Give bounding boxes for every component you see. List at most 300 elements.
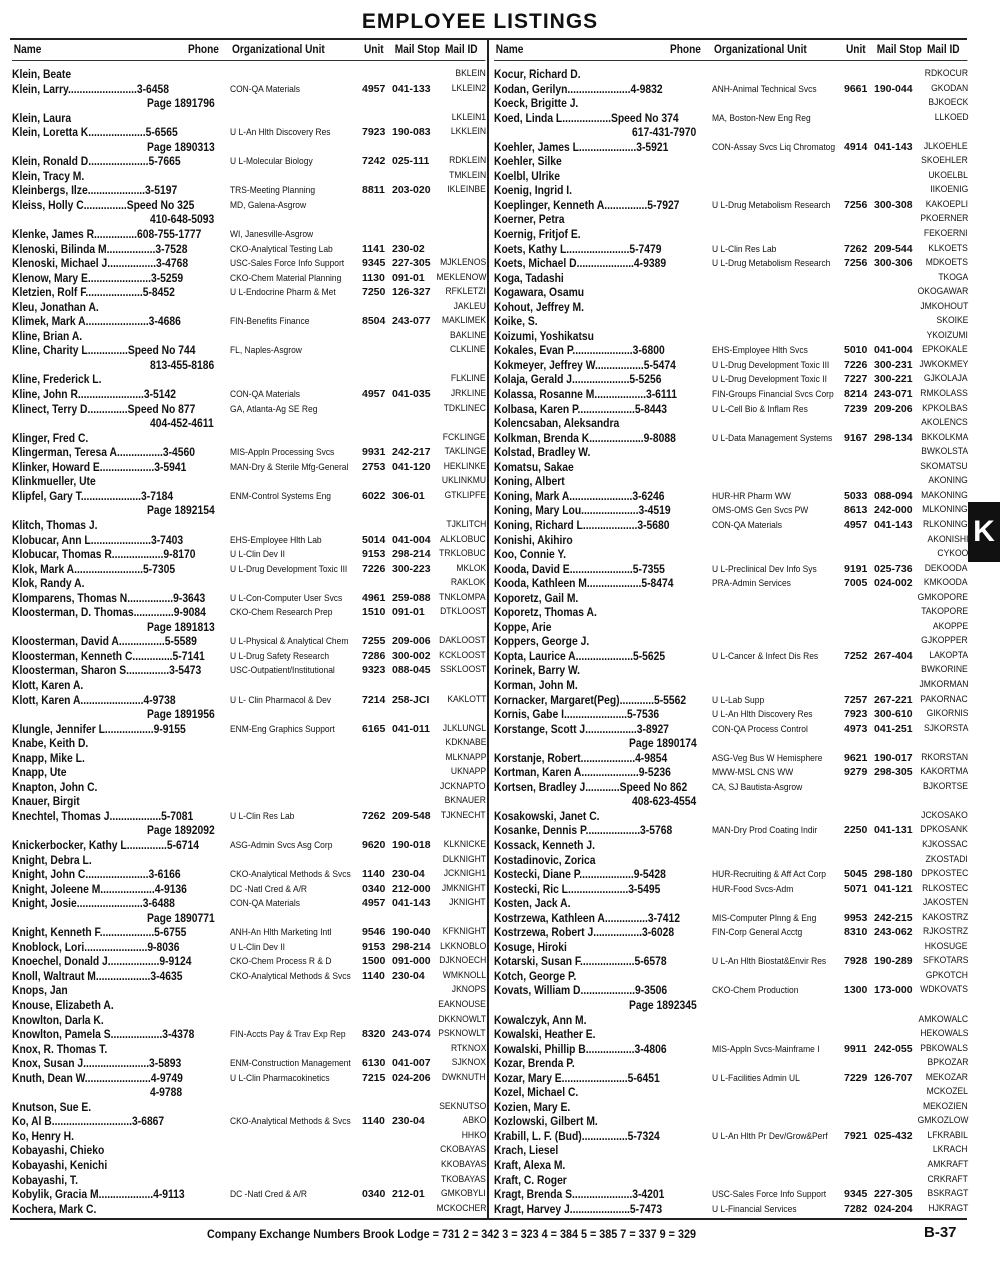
employee-name-phone: Koenig, Ingrid I. [494,183,572,198]
employee-name-phone: Kleiss, Holly C...............Speed No 325 [12,197,195,212]
employee-name-phone: Kostadinovic, Zorica [494,852,596,867]
employee-name-phone: Knox, R. Thomas T. [12,1041,108,1056]
unit-number: 8504 [362,315,386,328]
unit-number: 7257 [844,693,868,706]
org-unit: MD, Galena-Asgrow [230,199,307,210]
extra-phone-row [494,125,968,140]
employee-name-phone: Knickerbocker, Kathy L..............5-6714 [12,837,199,852]
mail-stop: 173-000 [874,984,913,997]
mail-id: TNKLOMPA [439,591,486,603]
org-unit: MIS-Appln Processing Svcs [230,447,335,458]
mail-stop: 230-02 [392,242,425,255]
page-reference-row [12,620,486,635]
table-row [494,867,968,882]
employee-name-phone: Korinek, Barry W. [494,663,581,678]
org-unit: U L-Data Management Systems [712,432,833,443]
employee-name-phone: Knuth, Dean W.......................4-9749 [12,1070,183,1085]
table-row [494,227,968,242]
org-unit: CKO-Chem Research Prep [230,607,333,618]
mail-stop: 025-432 [874,1129,913,1142]
table-row [494,358,968,373]
mail-id: LKKNOBLO [439,940,486,952]
mail-id: DPKOSANK [920,824,968,836]
employee-name-phone: Knowlton, Pamela S..................3-4378 [12,1027,195,1042]
mail-id: KLKOETS [928,242,968,254]
table-row [494,1143,968,1158]
mail-stop: 298-214 [392,548,431,561]
mail-id: JCKNIGH1 [443,868,486,880]
mail-id: JKNIGHT [449,897,486,909]
column-header [494,42,967,61]
table-row [12,343,486,358]
mail-stop: 298-214 [392,940,431,953]
employee-name-phone: Kohout, Jeffrey M. [494,299,585,314]
table-row [12,547,486,562]
page-reference-row [12,823,486,838]
org-unit: U L-Drug Metabolism Research [712,199,831,210]
org-unit: PRA-Admin Services [712,578,791,589]
mail-id: PKOERNER [920,213,968,225]
employee-name-phone: Kobayashi, Chieko [12,1143,105,1158]
table-row [12,634,486,649]
table-row [494,1100,968,1115]
page-reference: Page 1892092 [147,823,215,838]
mail-id: CLKLINE [450,344,486,356]
employee-name-phone: Kotarski, Susan F...................5-6578 [494,954,667,969]
table-row [494,271,968,286]
mail-id: DLKNIGHT [442,853,486,865]
table-row [12,1071,486,1086]
table-row [494,1114,968,1129]
mail-stop: 091-01 [392,606,425,619]
table-row [12,285,486,300]
table-row [494,314,968,329]
table-row [494,183,968,198]
org-unit: U L-Drug Development Toxic II [712,374,827,385]
table-row [494,605,968,620]
org-unit: HUR-Recruiting & Aff Act Corp [712,869,826,880]
table-row [494,765,968,780]
mail-id: UKOELBL [928,169,968,181]
mail-id: HHKO [461,1129,486,1141]
mail-id: KDKNABE [445,737,486,749]
exchange-numbers-footer: Company Exchange Numbers Brook Lodge = 731 2 = 342 3 = 323 4 = 384 5 = 385 7 = 337 9 = 329 [207,1227,696,1241]
unit-number: 4957 [362,897,386,910]
table-row [494,693,968,708]
org-unit: MIS-Computer Plnng & Eng [712,912,817,923]
table-row [12,489,486,504]
table-row [494,925,968,940]
employee-name-phone: Korstanje, Robert...................4-9854 [494,750,668,765]
table-row [12,1158,486,1173]
mail-stop: 300-221 [874,373,913,386]
mail-id: MEKLENOW [436,271,486,283]
table-row [12,649,486,664]
table-row [494,896,968,911]
mail-id: JLKOEHLE [924,140,968,152]
org-unit: U L-Cancer & Infect Dis Res [712,650,819,661]
employee-name-phone: Krabill, L. F. (Bud)................5-7324 [494,1128,660,1143]
org-unit: EHS-Employee Hlth Svcs [712,345,808,356]
unit-number: 7262 [844,242,868,255]
table-row [12,751,486,766]
employee-name-phone: Kodan, Gerilyn......................4-9832 [494,81,663,96]
page-reference-row [12,503,486,518]
unit-number: 7286 [362,649,386,662]
employee-name-phone: Komatsu, Sakae [494,459,574,474]
mail-id: SJKNOX [451,1057,486,1069]
mail-id: PAKORNAC [920,693,968,705]
mail-id: GKODAN [930,82,968,94]
unit-number: 7282 [844,1202,868,1215]
mail-id: LKLEIN1 [451,111,486,123]
mail-id: BWKORINE [921,664,968,676]
table-row [494,751,968,766]
mail-stop: 259-088 [392,591,431,604]
org-unit: ENM-Construction Management [230,1058,351,1069]
employee-name-phone: Knutson, Sue E. [12,1099,92,1114]
mail-id: KAKLOTT [447,693,486,705]
unit-number: 8811 [362,184,385,197]
employee-name-phone: Kochera, Mark C. [12,1201,97,1216]
extra-phone: 404-452-4611 [150,416,214,431]
table-row [12,678,486,693]
employee-name-phone: Kozien, Mary E. [494,1099,571,1114]
mail-id: AKONING [928,475,968,487]
mail-id: TDKLINEC [443,402,486,414]
mail-id: WDKOVATS [920,984,968,996]
unit-number: 0340 [362,1188,386,1201]
table-row [12,853,486,868]
mail-id: DWKNUTH [442,1071,486,1083]
mail-id: JCKOSAKO [921,809,968,821]
employee-name-phone: Kraft, Alexa M. [494,1158,566,1173]
employee-name-phone: Kosuge, Hiroki [494,939,567,954]
mail-id: AKOLENCS [921,417,968,429]
mail-id: ALKLOBUC [440,533,486,545]
mail-id: EAKNOUSE [438,999,486,1010]
mail-stop: 212-000 [392,882,431,895]
unit-number: 5014 [362,533,386,546]
mail-stop: 209-548 [392,809,431,822]
mail-id: PBKOWALS [920,1042,968,1054]
unit-number: 9323 [362,664,386,677]
mail-stop: 298-305 [874,766,913,779]
table-row [12,111,486,126]
table-row [494,169,968,184]
mail-id: JKNOPS [451,984,486,996]
mail-id: WMKNOLL [442,969,486,981]
unit-number: 5071 [844,882,868,895]
mail-id: CKOBAYAS [440,1144,486,1156]
table-row [12,300,486,315]
employee-name-phone: Korman, John M. [494,677,578,692]
mail-id: JAKOSTEN [922,897,968,909]
unit-number: 0340 [362,882,386,895]
mail-id: ABKO [462,1115,486,1127]
org-unit: U L-An Hlth Discovery Res [712,709,813,720]
org-unit: USC-Outpatient/Institutional [230,665,335,676]
mail-id: GMKOBYLI [441,1188,486,1200]
table-row [494,460,968,475]
mail-id: BWKOLSTA [921,446,968,458]
table-row [12,372,486,387]
page-reference-row [494,736,968,751]
mail-id: MCKOCHER [436,1202,486,1214]
mail-id: MAKONING [921,489,968,501]
table-row [12,1202,486,1217]
table-row [12,256,486,271]
mail-id: MLKONING [922,504,968,516]
mail-id: AKOPPE [932,620,968,632]
employee-name-phone: Klomparens, Thomas N................9-3643 [12,590,206,605]
unit-number: 7921 [844,1129,868,1142]
unit-number: 4973 [844,722,868,735]
mail-id: ZKOSTADI [925,853,968,865]
mail-stop: 300-223 [392,562,431,575]
org-unit: FIN-Accts Pay & Trav Exp Rep [230,1029,346,1040]
org-unit: U L-An Hlth Biostat&Envir Res [712,956,827,967]
table-row [494,111,968,126]
org-unit: FIN-Groups Financial Svcs Corp [712,389,834,400]
mail-id: LKKLEIN [450,126,486,138]
unit-number: 1300 [844,984,868,997]
table-row [12,1114,486,1129]
employee-name-phone: Kokmeyer, Jeffrey W.................5-5474 [494,357,676,372]
mail-stop: 041-143 [874,140,913,153]
mail-stop: 041-007 [392,1057,431,1070]
header-mailid: Mail ID [444,44,478,56]
mail-stop: 243-074 [392,1028,431,1041]
employee-name-phone: Kleu, Jonathan A. [12,299,99,314]
mail-id: TRKLOBUC [439,548,486,560]
table-row [12,242,486,257]
mail-stop: 300-002 [392,649,431,662]
table-row [494,67,968,82]
org-unit: U L-Clin Pharmacokinetics [230,1072,330,1083]
mail-stop: 209-006 [392,635,431,648]
page-reference: Page 1890313 [147,139,215,154]
mail-id: SFKOTARS [922,955,968,967]
mail-id: KAKOEPLI [925,198,968,210]
table-row [494,911,968,926]
column-header [12,42,485,61]
mail-id: CYKOO [937,548,968,560]
employee-name-phone: Kozel, Michael C. [494,1085,579,1100]
table-row [494,853,968,868]
table-row [12,794,486,809]
employee-name-phone: Kolencsaban, Aleksandra [494,416,620,431]
mail-stop: 041-251 [874,722,913,735]
listing-rows-left [12,61,486,1216]
table-row [494,533,968,548]
unit-number: 7252 [844,649,868,662]
mail-id: DPKOSTEC [920,868,968,880]
table-row [494,1071,968,1086]
unit-number: 9620 [362,838,386,851]
mail-id: MKLOK [456,562,486,574]
mail-id: DKKNOWLT [438,1013,486,1025]
page-reference: Page 1891956 [147,707,215,722]
employee-name-phone: Kozar, Brenda P. [494,1056,575,1071]
unit-number: 4961 [362,591,386,604]
employee-name-phone: Klobucar, Thomas R..................9-8170 [12,547,196,562]
mail-id: BKNAUER [444,795,486,807]
unit-number: 7239 [844,402,868,415]
mail-id: GMKOPORE [917,591,968,603]
employee-name-phone: Knoechel, Donald J..................9-9124 [12,954,192,969]
mail-stop: 267-221 [874,693,913,706]
employee-name-phone: Koets, Kathy L......................5-7479 [494,241,662,256]
table-row [494,663,968,678]
table-row [12,1129,486,1144]
mail-id: TAKLINGE [444,446,486,458]
employee-name-phone: Klinect, Terry D..............Speed No 877 [12,401,196,416]
header-phone: Phone [670,44,701,56]
mail-id: AMKOWALC [918,1013,968,1025]
mail-id: RAKLOK [451,577,486,589]
mail-id: RLKOSTEC [921,882,968,894]
table-row [12,809,486,824]
org-unit: U L-Endocrine Pharm & Met [230,287,336,298]
table-row [494,809,968,824]
mail-id: RKORSTAN [921,751,968,763]
table-row [12,460,486,475]
mail-stop: 230-04 [392,969,425,982]
table-row [12,663,486,678]
employee-name-phone: Klein, Laura [12,110,72,125]
employee-name-phone: Koed, Linda L.................Speed No 374 [494,110,679,125]
org-unit: MIS-Appln Svcs-Mainframe I [712,1043,820,1054]
employee-name-phone: Kortman, Karen A....................9-5236 [494,765,671,780]
employee-name-phone: Kleinbergs, Ilze....................3-5197 [12,183,178,198]
employee-name-phone: Knight, Kenneth F...................5-6755 [12,925,187,940]
employee-name-phone: Kloosterman, David A................5-5589 [12,634,197,649]
unit-number: 7226 [844,358,868,371]
mail-id: OKOGAWAR [917,286,968,298]
mail-id: MLKNAPP [445,751,486,763]
mail-stop: 190-289 [874,955,913,968]
unit-number: 5045 [844,868,868,881]
table-row [494,300,968,315]
unit-number: 9546 [362,926,386,939]
employee-name-phone: Kline, Frederick L. [12,372,102,387]
employee-name-phone: Kolbasa, Karen P....................5-8443 [494,401,668,416]
mail-id: KFKNIGHT [442,926,486,938]
employee-name-phone: Kornis, Gabe I......................5-7536 [494,707,660,722]
employee-name-phone: Kogawara, Osamu [494,285,585,300]
table-row [12,562,486,577]
mail-id: TMKLEIN [448,169,486,181]
mail-id: BJKORTSE [923,780,968,792]
unit-number: 7229 [844,1071,868,1084]
mail-id: JRKLINE [450,388,486,400]
mail-id: CRKRAFT [927,1173,968,1185]
header-name: Name [495,44,524,56]
employee-name-phone: Kraft, C. Roger [494,1172,567,1187]
mail-stop: 024-204 [874,1202,913,1215]
table-row [12,1173,486,1188]
unit-number: 7262 [362,809,386,822]
employee-name-phone: Kostrzewa, Kathleen A...............3-7412 [494,910,681,925]
table-row [12,227,486,242]
org-unit: CKO-Analytical Methods & Svcs [230,1116,351,1127]
unit-number: 9953 [844,911,868,924]
org-unit: DC -Natl Cred & A/R [230,883,308,894]
unit-number: 7215 [362,1071,386,1084]
header-mailstop: Mail Stop [876,44,922,56]
employee-name-phone: Klok, Mark A........................5-7305 [12,561,176,576]
unit-number: 1510 [362,606,386,619]
table-row [12,431,486,446]
employee-name-phone: Kossack, Kenneth J. [494,837,595,852]
table-row [12,693,486,708]
unit-number: 4957 [362,388,386,401]
employee-name-phone: Klungle, Jennifer L.................9-9155 [12,721,186,736]
mail-id: GTKLIPFE [444,489,486,501]
table-row [494,82,968,97]
mail-id: IIKOENIG [929,184,968,196]
employee-name-phone: Kobylik, Gracia M...................4-9113 [12,1187,185,1202]
table-row [494,1056,968,1071]
employee-name-phone: Kornacker, Margaret(Peg)............5-5562 [494,692,687,707]
table-row [494,212,968,227]
org-unit: ASG-Veg Bus W Hemisphere [712,752,823,763]
unit-number: 7227 [844,373,868,386]
unit-number: 8320 [362,1028,386,1041]
employee-name-phone: Korstange, Scott J..................3-8927 [494,721,669,736]
mail-id: FEKOERNI [924,228,968,240]
unit-number: 9911 [844,1042,867,1055]
unit-number: 7255 [362,635,386,648]
page-reference-row [12,140,486,155]
table-row [12,445,486,460]
mail-id: RMKOLASS [920,388,968,400]
table-row [494,140,968,155]
employee-name-phone: Knechtel, Thomas J..................5-7081 [12,808,194,823]
employee-name-phone: Kragt, Brenda S.....................3-4201 [494,1187,665,1202]
mail-stop: 190-040 [392,926,431,939]
employee-name-phone: Koning, Mary Lou....................3-4519 [494,503,671,518]
table-row [12,314,486,329]
mail-id: RFKLETZI [445,286,486,298]
employee-name-phone: Ko, Henry H. [12,1128,74,1143]
table-row [494,620,968,635]
org-unit: U L-An Hlth Discovery Res [230,127,331,138]
mail-id: HJKRAGT [928,1202,968,1214]
mail-stop: 242-055 [874,1042,913,1055]
mail-id: DJKNOECH [438,955,486,967]
employee-name-phone: Kortsen, Bradley J............Speed No 862 [494,779,688,794]
mail-id: RDKLEIN [448,155,486,167]
table-row [494,518,968,533]
employee-name-phone: Klok, Randy A. [12,576,85,591]
mail-id: SKOIKE [936,315,968,327]
mail-stop: 088-094 [874,489,913,502]
unit-number: 9345 [362,257,386,270]
employee-name-phone: Kosakowski, Janet C. [494,808,600,823]
employee-name-phone: Koelbl, Ulrike [494,168,560,183]
mail-stop: 230-04 [392,868,425,881]
employee-name-phone: Koga, Tadashi [494,270,564,285]
mail-id: BPKOZAR [927,1057,968,1069]
org-unit: U L-Physical & Analytical Chem [230,636,349,647]
table-row [494,591,968,606]
org-unit: DC -Natl Cred & A/R [230,1189,308,1200]
mail-stop: 298-134 [874,431,913,444]
mail-id: JWKOKMEY [919,358,968,370]
org-unit: ENM-Eng Graphics Support [230,723,335,734]
